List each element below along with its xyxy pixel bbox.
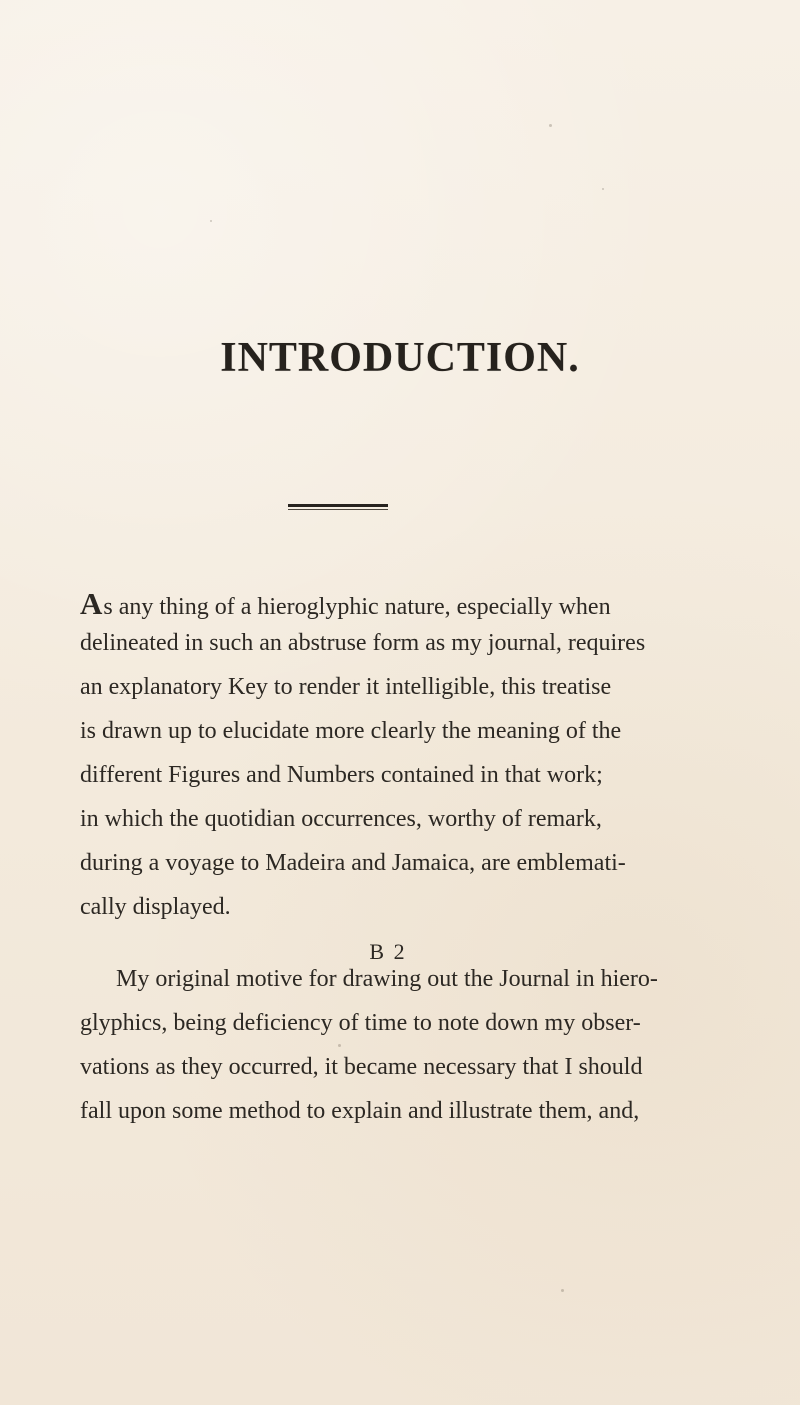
paragraph-1-line-6: in which the quotidian occurrences, worthy of remark, (80, 806, 602, 832)
paragraph-1-line-3: an explanatory Key to render it intelligible, this treatise (80, 674, 612, 700)
paper-speck (210, 220, 212, 222)
paragraph-1-line-1-rest: s any thing of a hieroglyphic nature, especially when (103, 594, 611, 620)
paragraph-2-line-3: vations as they occurred, it became necessary that I should (80, 1054, 643, 1080)
paper-speck (561, 1289, 564, 1292)
paper-speck (549, 124, 552, 127)
title-rule-bottom (288, 509, 388, 510)
paragraph-1-line-8: cally displayed. (80, 894, 231, 920)
paragraph-1-line-7: during a voyage to Madeira and Jamaica, are emblemati- (80, 850, 626, 876)
drop-cap: A (80, 586, 103, 621)
paragraph-2-line-4: fall upon some method to explain and illustrate them, and, (80, 1098, 640, 1124)
paper-speck (602, 188, 604, 190)
paragraph-2-line-2: glyphics, being deficiency of time to note down my obser- (80, 1010, 641, 1036)
title-rule-top (288, 504, 388, 507)
paragraph-1-line-1-text (80, 586, 611, 621)
paragraph-1-line-4: is drawn up to elucidate more clearly the meaning of the (80, 718, 622, 744)
paragraph-1-line-1 (80, 586, 720, 622)
page-title: INTRODUCTION. (220, 335, 580, 381)
signature-mark: B 2 (369, 939, 407, 964)
paragraph-2-line-1: My original motive for drawing out the Journal in hiero- (116, 966, 658, 992)
paragraph-1-line-5: different Figures and Numbers contained in that work; (80, 762, 603, 788)
paragraph-1-line-2: delineated in such an abstruse form as my journal, requires (80, 630, 646, 656)
title-rule (288, 504, 388, 514)
